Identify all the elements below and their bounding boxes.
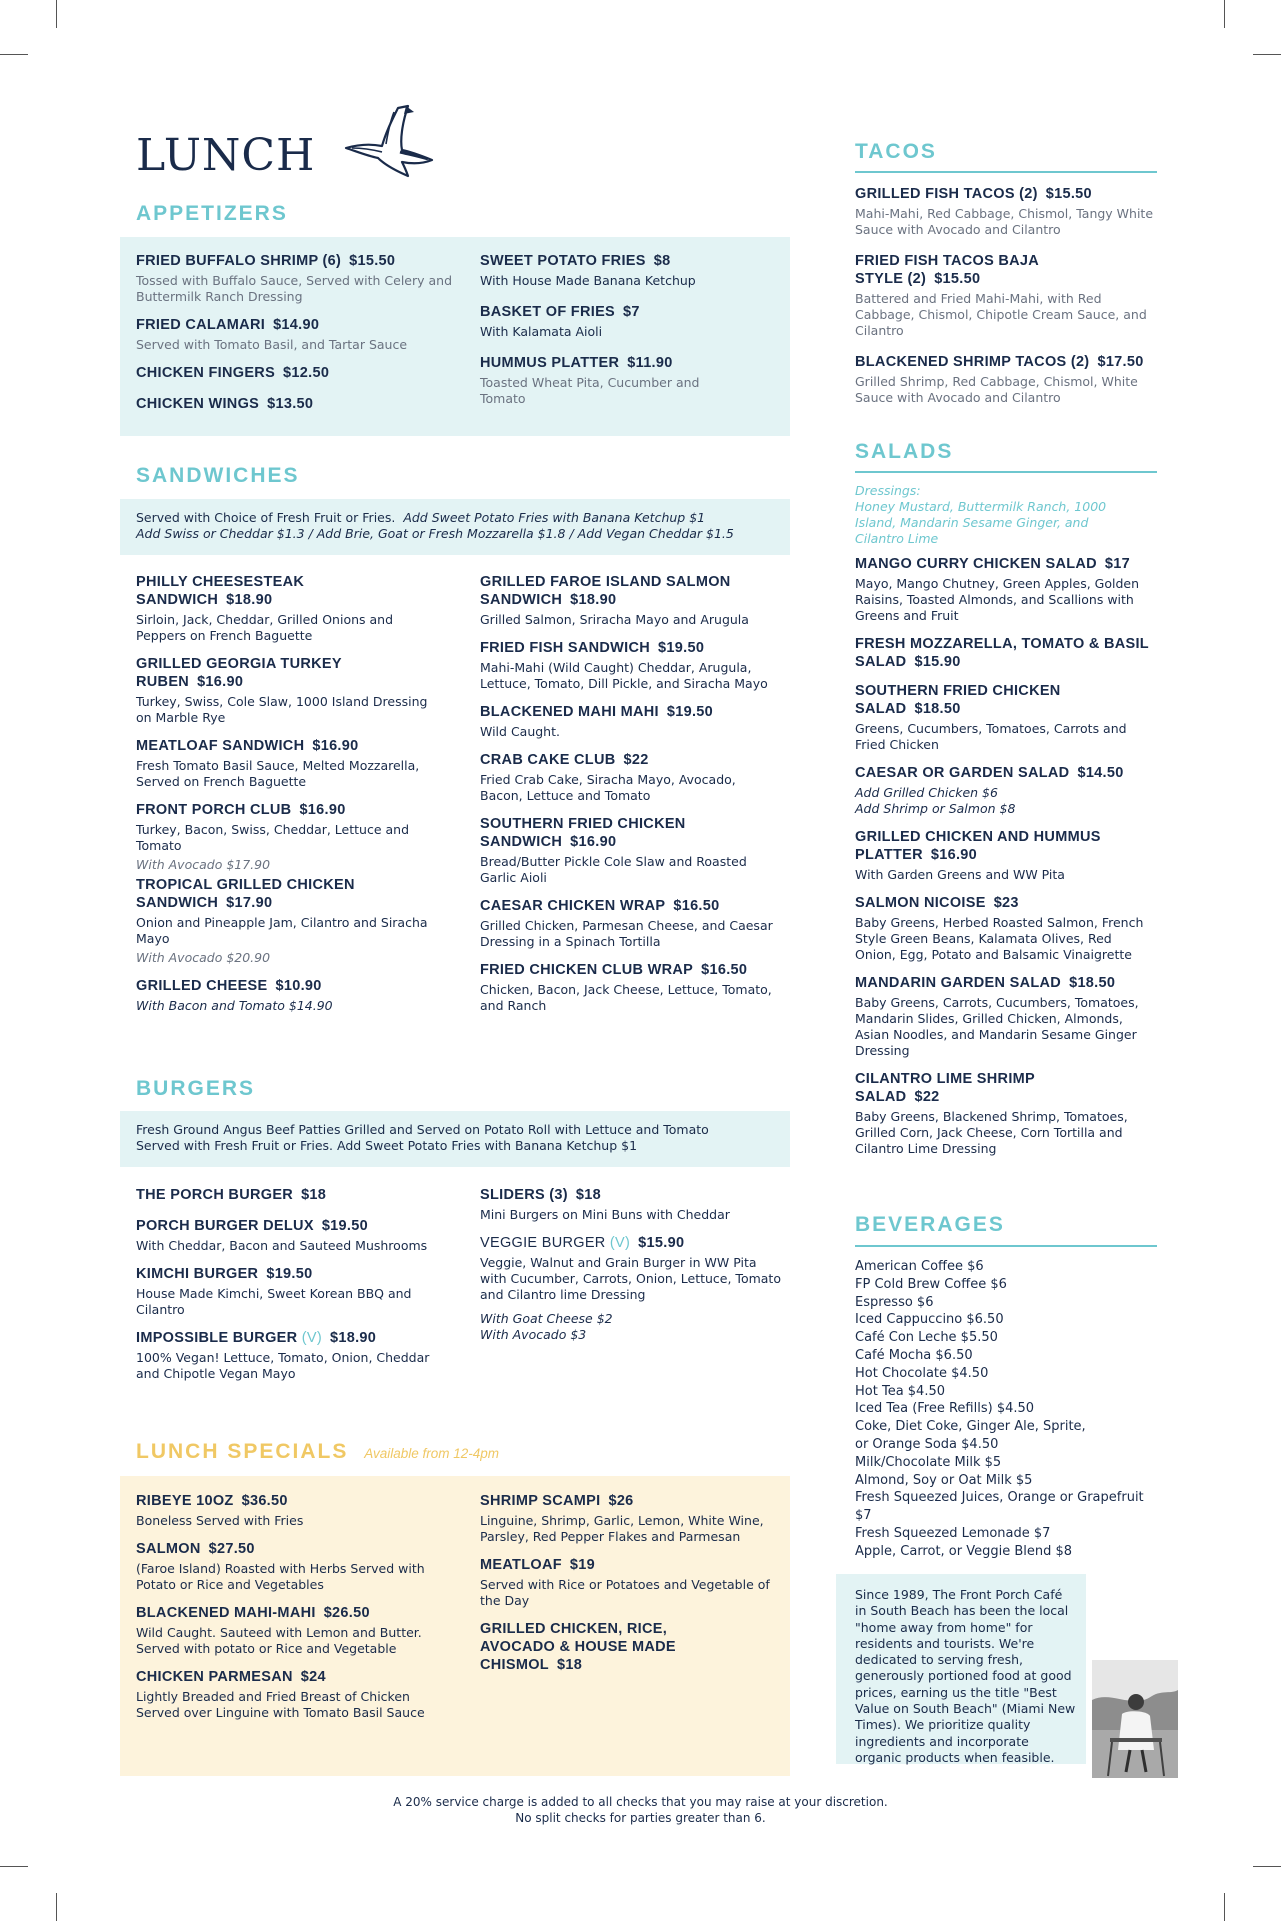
sandwiches-note bbox=[136, 510, 786, 542]
item-price: $18.90 bbox=[570, 592, 617, 608]
item-name: BASKET OF FRIES bbox=[480, 304, 616, 320]
item-price: $22 bbox=[914, 1089, 940, 1105]
item-description: (Faroe Island) Roasted with Herbs Served with Potato or Rice and Vegetables bbox=[136, 1561, 425, 1592]
item-name: FRIED FISH SANDWICH bbox=[480, 640, 651, 656]
beverages-list bbox=[855, 1258, 1165, 1561]
menu-item bbox=[136, 316, 456, 353]
item-price: $27.50 bbox=[208, 1541, 255, 1557]
item-description: Bread/Butter Pickle Cole Slaw and Roasted Garlic Aioli bbox=[480, 854, 747, 885]
item-name: SOUTHERN FRIED CHICKEN SANDWICH bbox=[480, 816, 686, 850]
item-price: $18.50 bbox=[914, 701, 961, 717]
item-name: SALMON bbox=[136, 1541, 201, 1557]
item-price: $15.90 bbox=[914, 654, 961, 670]
beverage-item: Hot Tea $4.50 bbox=[855, 1383, 946, 1399]
item-description: Mini Burgers on Mini Buns with Cheddar bbox=[480, 1207, 730, 1222]
burgers-left-column bbox=[136, 1186, 446, 1393]
appetizers-left-column bbox=[136, 252, 456, 424]
item-price: $17.90 bbox=[226, 895, 273, 911]
appetizers-heading: APPETIZERS bbox=[136, 202, 288, 225]
salads-heading: SALADS bbox=[855, 440, 954, 463]
item-extra: With Avocado $20.90 bbox=[136, 950, 271, 965]
item-description: With Garden Greens and WW Pita bbox=[855, 867, 1065, 882]
item-name: CHICKEN WINGS bbox=[136, 396, 260, 412]
item-description: Served with Tomato Basil, and Tartar Sauce bbox=[136, 337, 408, 352]
item-name: FRIED FISH TACOS BAJA STYLE (2) bbox=[855, 253, 1039, 287]
menu-item bbox=[480, 961, 780, 1014]
menu-item bbox=[480, 1186, 785, 1223]
item-price: $16.90 bbox=[197, 674, 244, 690]
item-name: VEGGIE BURGER bbox=[480, 1235, 606, 1251]
item-name: CHICKEN FINGERS bbox=[136, 365, 276, 381]
item-description: Turkey, Swiss, Cole Slaw, 1000 Island Dressing on Marble Rye bbox=[136, 694, 428, 725]
beverage-item: Espresso $6 bbox=[855, 1294, 934, 1310]
crop-mark bbox=[1224, 0, 1225, 28]
beverage-item: Hot Chocolate $4.50 bbox=[855, 1365, 989, 1381]
item-extra: Add Grilled Chicken $6 bbox=[855, 785, 998, 800]
beverage-item: $7 bbox=[855, 1508, 872, 1524]
item-description: 100% Vegan! Lettuce, Tomato, Onion, Cheddar and Chipotle Vegan Mayo bbox=[136, 1350, 430, 1381]
item-name: TROPICAL GRILLED CHICKEN SANDWICH bbox=[136, 877, 355, 911]
salads-column bbox=[855, 483, 1155, 1168]
item-name: SLIDERS (3) bbox=[480, 1187, 568, 1203]
item-price: $18 bbox=[556, 1657, 583, 1673]
item-description: Wild Caught. bbox=[480, 724, 560, 739]
item-description: With Cheddar, Bacon and Sauteed Mushrooms bbox=[136, 1238, 428, 1253]
item-name: IMPOSSIBLE BURGER bbox=[136, 1330, 298, 1346]
item-name: SWEET POTATO FRIES bbox=[480, 253, 646, 269]
item-price: $16.90 bbox=[930, 847, 978, 863]
item-description: Battered and Fried Mahi-Mahi, with Red Cabbage, Chismol, Chipotle Cream Sauce, and Cilantro bbox=[855, 291, 1147, 338]
item-description: Served with Rice or Potatoes and Vegetable of the Day bbox=[480, 1577, 770, 1608]
item-extra: With Avocado $17.90 bbox=[136, 857, 271, 872]
item-extra: Add Shrimp or Salmon $8 bbox=[855, 801, 1016, 816]
crop-mark bbox=[1253, 54, 1281, 55]
menu-item bbox=[855, 555, 1155, 624]
menu-item bbox=[136, 1265, 446, 1318]
item-price: $15.50 bbox=[934, 271, 981, 287]
item-extra: With Goat Cheese $2 bbox=[480, 1311, 613, 1326]
item-price: $22 bbox=[623, 752, 649, 768]
sandwiches-heading: SANDWICHES bbox=[136, 464, 300, 487]
item-description: Lightly Breaded and Fried Breast of Chicken Served over Linguine with Tomato Basil Sauce bbox=[136, 1689, 425, 1720]
item-name: FRIED CALAMARI bbox=[136, 317, 266, 333]
item-name: CHICKEN PARMESAN bbox=[136, 1669, 293, 1685]
menu-item bbox=[855, 252, 1155, 339]
beverage-item: Iced Cappuccino $6.50 bbox=[855, 1312, 1004, 1328]
menu-item bbox=[855, 828, 1155, 883]
item-price: $18 bbox=[301, 1187, 327, 1203]
item-description: Turkey, Bacon, Swiss, Cheddar, Lettuce and Tomato bbox=[136, 822, 410, 853]
menu-item bbox=[480, 703, 780, 740]
item-name: FRIED CHICKEN CLUB WRAP bbox=[480, 962, 694, 978]
burgers-note bbox=[136, 1122, 786, 1154]
item-price: $16.50 bbox=[701, 962, 748, 978]
menu-item bbox=[136, 1329, 446, 1382]
item-description: Mayo, Mango Chutney, Green Apples, Golden Raisins, Toasted Almonds, and Scallions with Greens and Fruit bbox=[855, 576, 1140, 623]
item-name: KIMCHI BURGER bbox=[136, 1266, 259, 1282]
specials-heading bbox=[136, 1440, 499, 1464]
menu-item bbox=[855, 682, 1155, 753]
item-extra: With Avocado $3 bbox=[480, 1327, 587, 1342]
item-description: Fried Crab Cake, Siracha Mayo, Avocado, Bacon, Lettuce and Tomato bbox=[480, 772, 736, 803]
dressings-label: Dressings: bbox=[855, 483, 921, 498]
item-name: HUMMUS PLATTER bbox=[480, 355, 620, 371]
menu-item bbox=[480, 252, 740, 289]
menu-item bbox=[480, 573, 780, 628]
item-name: SHRIMP SCAMPI bbox=[480, 1493, 601, 1509]
item-price: $15.50 bbox=[349, 253, 396, 269]
item-name: THE PORCH BURGER bbox=[136, 1187, 294, 1203]
vegan-tag: (V) bbox=[609, 1235, 631, 1251]
item-name: GRILLED CHICKEN, RICE, AVOCADO & HOUSE MADE CHISMOL bbox=[480, 1621, 676, 1673]
crop-mark bbox=[56, 1893, 57, 1921]
item-name: PHILLY CHEESESTEAK SANDWICH bbox=[136, 574, 305, 608]
menu-item bbox=[855, 974, 1155, 1059]
item-price: $13.50 bbox=[267, 396, 314, 412]
menu-item bbox=[136, 977, 436, 1014]
menu-item bbox=[480, 639, 780, 692]
item-description: Chicken, Bacon, Jack Cheese, Lettuce, Tomato, and Ranch bbox=[480, 982, 772, 1013]
item-price: $16.90 bbox=[312, 738, 359, 754]
note-text: Served with Choice of Fresh Fruit or Fries. bbox=[136, 510, 396, 525]
item-name: GRILLED CHICKEN AND HUMMUS PLATTER bbox=[855, 829, 1101, 863]
item-name: SALMON NICOISE bbox=[855, 895, 986, 911]
burgers-heading: BURGERS bbox=[136, 1077, 256, 1100]
burgers-right-column bbox=[480, 1186, 785, 1354]
item-description: With House Made Banana Ketchup bbox=[480, 273, 696, 288]
item-extra: With Bacon and Tomato $14.90 bbox=[136, 998, 333, 1013]
menu-item bbox=[480, 1492, 770, 1545]
item-name: BLACKENED MAHI MAHI bbox=[480, 704, 659, 720]
item-description: Mahi-Mahi (Wild Caught) Cheddar, Arugula, Lettuce, Tomato, Dill Pickle, and Siracha Mayo bbox=[480, 660, 768, 691]
note-text-italic: Add Swiss or Cheddar $1.3 / Add Brie, Goat or Fresh Mozzarella $1.8 / Add Vegan Cheddar $1.5 bbox=[136, 526, 734, 541]
seagull-logo-icon bbox=[342, 102, 434, 182]
vegan-tag: (V) bbox=[301, 1330, 322, 1346]
menu-item bbox=[136, 1540, 446, 1593]
item-description: Sirloin, Jack, Cheddar, Grilled Onions and Peppers on French Baguette bbox=[136, 612, 394, 643]
note-text: Fresh Ground Angus Beef Patties Grilled and Served on Potato Roll with Lettuce and Tomato bbox=[136, 1122, 709, 1137]
menu-item bbox=[480, 1234, 785, 1343]
crop-mark bbox=[1224, 1893, 1225, 1921]
menu-item bbox=[480, 751, 780, 804]
beverage-item: Apple, Carrot, or Veggie Blend $8 bbox=[855, 1543, 1073, 1559]
menu-item bbox=[480, 1620, 770, 1674]
item-name: PORCH BURGER DELUX bbox=[136, 1218, 314, 1234]
footer bbox=[0, 1794, 1281, 1826]
item-price: $15.90 bbox=[638, 1235, 685, 1251]
item-price: $17 bbox=[1104, 556, 1131, 572]
item-description: Boneless Served with Fries bbox=[136, 1513, 304, 1528]
item-name: CILANTRO LIME SHRIMP SALAD bbox=[855, 1071, 1035, 1105]
menu-item bbox=[136, 1604, 446, 1657]
item-name: FRESH MOZZARELLA, TOMATO & BASIL SALAD bbox=[855, 636, 1149, 670]
item-description: Tossed with Buffalo Sauce, Served with Celery and Buttermilk Ranch Dressing bbox=[136, 273, 453, 304]
item-name: GRILLED FAROE ISLAND SALMON SANDWICH bbox=[480, 574, 731, 608]
footer-split-checks: No split checks for parties greater than 6. bbox=[515, 1811, 766, 1825]
crop-mark bbox=[0, 1866, 28, 1867]
note-text-italic: Add Sweet Potato Fries with Banana Ketchup $1 bbox=[403, 510, 706, 525]
item-price: $18.90 bbox=[226, 592, 273, 608]
item-description: Onion and Pineapple Jam, Cilantro and Siracha Mayo bbox=[136, 915, 428, 946]
dressings-list: Honey Mustard, Buttermilk Ranch, 1000 Island, Mandarin Sesame Ginger, and Cilantro Lime bbox=[855, 499, 1107, 546]
item-description: Baby Greens, Blackened Shrimp, Tomatoes, Grilled Corn, Jack Cheese, Corn Tortilla and Cilantro Lime Dressing bbox=[855, 1109, 1128, 1156]
beverage-item: or Orange Soda $4.50 bbox=[855, 1436, 999, 1452]
item-price: $26.50 bbox=[323, 1605, 370, 1621]
item-price: $16.50 bbox=[673, 898, 720, 914]
menu-item bbox=[136, 1492, 446, 1529]
beverage-item: Iced Tea (Free Refills) $4.50 bbox=[855, 1401, 1035, 1417]
menu-item bbox=[480, 1556, 770, 1609]
specials-right-column bbox=[480, 1492, 770, 1685]
tacos-column bbox=[855, 185, 1155, 417]
item-description: With Kalamata Aioli bbox=[480, 324, 603, 339]
item-price: $18.50 bbox=[1069, 975, 1116, 991]
item-price: $11.90 bbox=[627, 355, 673, 371]
menu-item bbox=[136, 876, 436, 966]
menu-item bbox=[136, 395, 456, 413]
crop-mark bbox=[0, 54, 28, 55]
item-price: $18 bbox=[575, 1187, 601, 1203]
item-name: GRILLED GEORGIA TURKEY RUBEN bbox=[136, 656, 342, 690]
item-description: Mahi-Mahi, Red Cabbage, Chismol, Tangy White Sauce with Avocado and Cilantro bbox=[855, 206, 1154, 237]
specials-availability: Available from 12-4pm bbox=[364, 1446, 500, 1461]
menu-item bbox=[136, 573, 436, 644]
menu-item bbox=[136, 252, 456, 305]
beverage-item: Café Mocha $6.50 bbox=[855, 1347, 973, 1363]
item-price: $36.50 bbox=[241, 1493, 288, 1509]
item-price: $17.50 bbox=[1097, 354, 1144, 370]
item-description: Baby Greens, Herbed Roasted Salmon, French Style Green Beans, Kalamata Olives, Red Onion, Egg, Potato and Balsamic Vinaigrette bbox=[855, 915, 1144, 962]
tacos-heading: TACOS bbox=[855, 140, 937, 163]
item-price: $19.50 bbox=[266, 1266, 313, 1282]
item-description: Linguine, Shrimp, Garlic, Lemon, White Wine, Parsley, Red Pepper Flakes and Parmesan bbox=[480, 1513, 764, 1544]
menu-item bbox=[855, 635, 1155, 671]
item-name: CAESAR CHICKEN WRAP bbox=[480, 898, 666, 914]
menu-item bbox=[136, 801, 436, 873]
item-description: Grilled Shrimp, Red Cabbage, Chismol, White Sauce with Avocado and Cilantro bbox=[855, 374, 1138, 405]
beverages-heading: BEVERAGES bbox=[855, 1213, 1005, 1236]
item-price: $26 bbox=[608, 1493, 634, 1509]
item-name: MEATLOAF bbox=[480, 1557, 562, 1573]
beverage-item: Coke, Diet Coke, Ginger Ale, Sprite, bbox=[855, 1419, 1086, 1435]
beverage-item: FP Cold Brew Coffee $6 bbox=[855, 1276, 1007, 1292]
item-name: GRILLED CHEESE bbox=[136, 978, 268, 994]
specials-title: LUNCH SPECIALS bbox=[136, 1440, 349, 1463]
page-title: LUNCH bbox=[136, 130, 316, 181]
menu-item bbox=[480, 354, 740, 407]
crop-mark bbox=[56, 0, 57, 28]
beverage-item: Milk/Chocolate Milk $5 bbox=[855, 1454, 1002, 1470]
beverages-divider bbox=[855, 1245, 1157, 1247]
menu-item bbox=[136, 364, 456, 382]
item-description: Baby Greens, Carrots, Cucumbers, Tomatoes, Mandarin Slides, Grilled Chicken, Almonds, Asian Noodles, and Mandarin Sesame Ginger Dressing bbox=[855, 995, 1139, 1058]
tacos-divider bbox=[855, 171, 1157, 173]
vintage-photo bbox=[1092, 1660, 1178, 1778]
item-name: FRONT PORCH CLUB bbox=[136, 802, 292, 818]
sandwiches-left-column bbox=[136, 573, 436, 1025]
item-name: BLACKENED SHRIMP TACOS (2) bbox=[855, 354, 1090, 370]
item-name: MEATLOAF SANDWICH bbox=[136, 738, 305, 754]
item-price: $12.50 bbox=[283, 365, 330, 381]
item-name: CAESAR OR GARDEN SALAD bbox=[855, 765, 1070, 781]
menu-item bbox=[855, 1070, 1155, 1157]
menu-item bbox=[136, 1668, 446, 1721]
about-text: Since 1989, The Front Porch Café in South Beach has been the local "home away from home" for residents and tourists. We're dedicated to serving fresh, generously portioned food at good prices, earning us the title "Best Value on South Beach" (Miami New Times). We prioritize quality ingredients and incorporate organic products when feasible. bbox=[855, 1587, 1076, 1765]
menu-item bbox=[480, 303, 740, 340]
beverage-item: Almond, Soy or Oat Milk $5 bbox=[855, 1472, 1033, 1488]
footer-service-charge: A 20% service charge is added to all checks that you may raise at your discretion. bbox=[393, 1795, 888, 1809]
item-price: $23 bbox=[993, 895, 1019, 911]
item-description: Wild Caught. Sauteed with Lemon and Butter. Served with potato or Rice and Vegetable bbox=[136, 1625, 422, 1656]
menu-item bbox=[136, 737, 436, 790]
item-description: Grilled Salmon, Sriracha Mayo and Arugula bbox=[480, 612, 749, 627]
item-description: Veggie, Walnut and Grain Burger in WW Pita with Cucumber, Carrots, Onion, Lettuce, Tomato and Cilantro lime Dressing bbox=[480, 1255, 781, 1302]
item-name: CRAB CAKE CLUB bbox=[480, 752, 616, 768]
crop-mark bbox=[1253, 1866, 1281, 1867]
menu-item bbox=[480, 897, 780, 950]
item-price: $7 bbox=[623, 304, 640, 320]
item-price: $19.50 bbox=[666, 704, 714, 720]
menu-item bbox=[136, 1217, 446, 1254]
beverage-item: Fresh Squeezed Juices, Orange or Grapefruit bbox=[855, 1490, 1144, 1506]
item-name: FRIED BUFFALO SHRIMP (6) bbox=[136, 253, 342, 269]
beverage-item: American Coffee $6 bbox=[855, 1259, 984, 1274]
item-description: Fresh Tomato Basil Sauce, Melted Mozzarella, Served on French Baguette bbox=[136, 758, 420, 789]
menu-item bbox=[480, 815, 780, 886]
item-price: $19.50 bbox=[321, 1218, 368, 1234]
item-price: $16.90 bbox=[299, 802, 346, 818]
menu-item bbox=[855, 353, 1155, 406]
item-name: GRILLED FISH TACOS (2) bbox=[855, 186, 1038, 202]
item-description: House Made Kimchi, Sweet Korean BBQ and Cilantro bbox=[136, 1286, 412, 1317]
item-price: $14.50 bbox=[1077, 765, 1124, 781]
item-price: $8 bbox=[653, 253, 671, 269]
item-price: $16.90 bbox=[570, 834, 617, 850]
item-name: MANGO CURRY CHICKEN SALAD bbox=[855, 556, 1097, 572]
appetizers-right-column bbox=[480, 252, 740, 418]
item-name: RIBEYE 10OZ bbox=[136, 1493, 234, 1509]
item-price: $19 bbox=[569, 1557, 595, 1573]
item-price: $19.50 bbox=[658, 640, 705, 656]
note-text: Served with Fresh Fruit or Fries. Add Sweet Potato Fries with Banana Ketchup $1 bbox=[136, 1138, 638, 1153]
item-description: Grilled Chicken, Parmesan Cheese, and Caesar Dressing in a Spinach Tortilla bbox=[480, 918, 773, 949]
item-name: BLACKENED MAHI-MAHI bbox=[136, 1605, 316, 1621]
item-description: Toasted Wheat Pita, Cucumber and Tomato bbox=[480, 375, 700, 406]
item-price: $18.90 bbox=[329, 1330, 377, 1346]
menu-item bbox=[855, 764, 1155, 817]
beverage-item: Fresh Squeezed Lemonade $7 bbox=[855, 1525, 1051, 1541]
menu-item bbox=[136, 655, 436, 726]
salads-divider bbox=[855, 471, 1157, 473]
menu-item bbox=[855, 894, 1155, 963]
item-price: $14.90 bbox=[273, 317, 320, 333]
specials-left-column bbox=[136, 1492, 446, 1732]
menu-item bbox=[136, 1186, 446, 1204]
menu-item bbox=[855, 185, 1155, 238]
sandwiches-right-column bbox=[480, 573, 780, 1025]
beverage-item: Café Con Leche $5.50 bbox=[855, 1330, 998, 1346]
item-name: SOUTHERN FRIED CHICKEN SALAD bbox=[855, 683, 1061, 717]
item-description: Greens, Cucumbers, Tomatoes, Carrots and Fried Chicken bbox=[855, 721, 1127, 752]
item-name: MANDARIN GARDEN SALAD bbox=[855, 975, 1062, 991]
item-price: $24 bbox=[300, 1669, 326, 1685]
item-price: $10.90 bbox=[275, 978, 322, 994]
item-price: $15.50 bbox=[1045, 186, 1092, 202]
